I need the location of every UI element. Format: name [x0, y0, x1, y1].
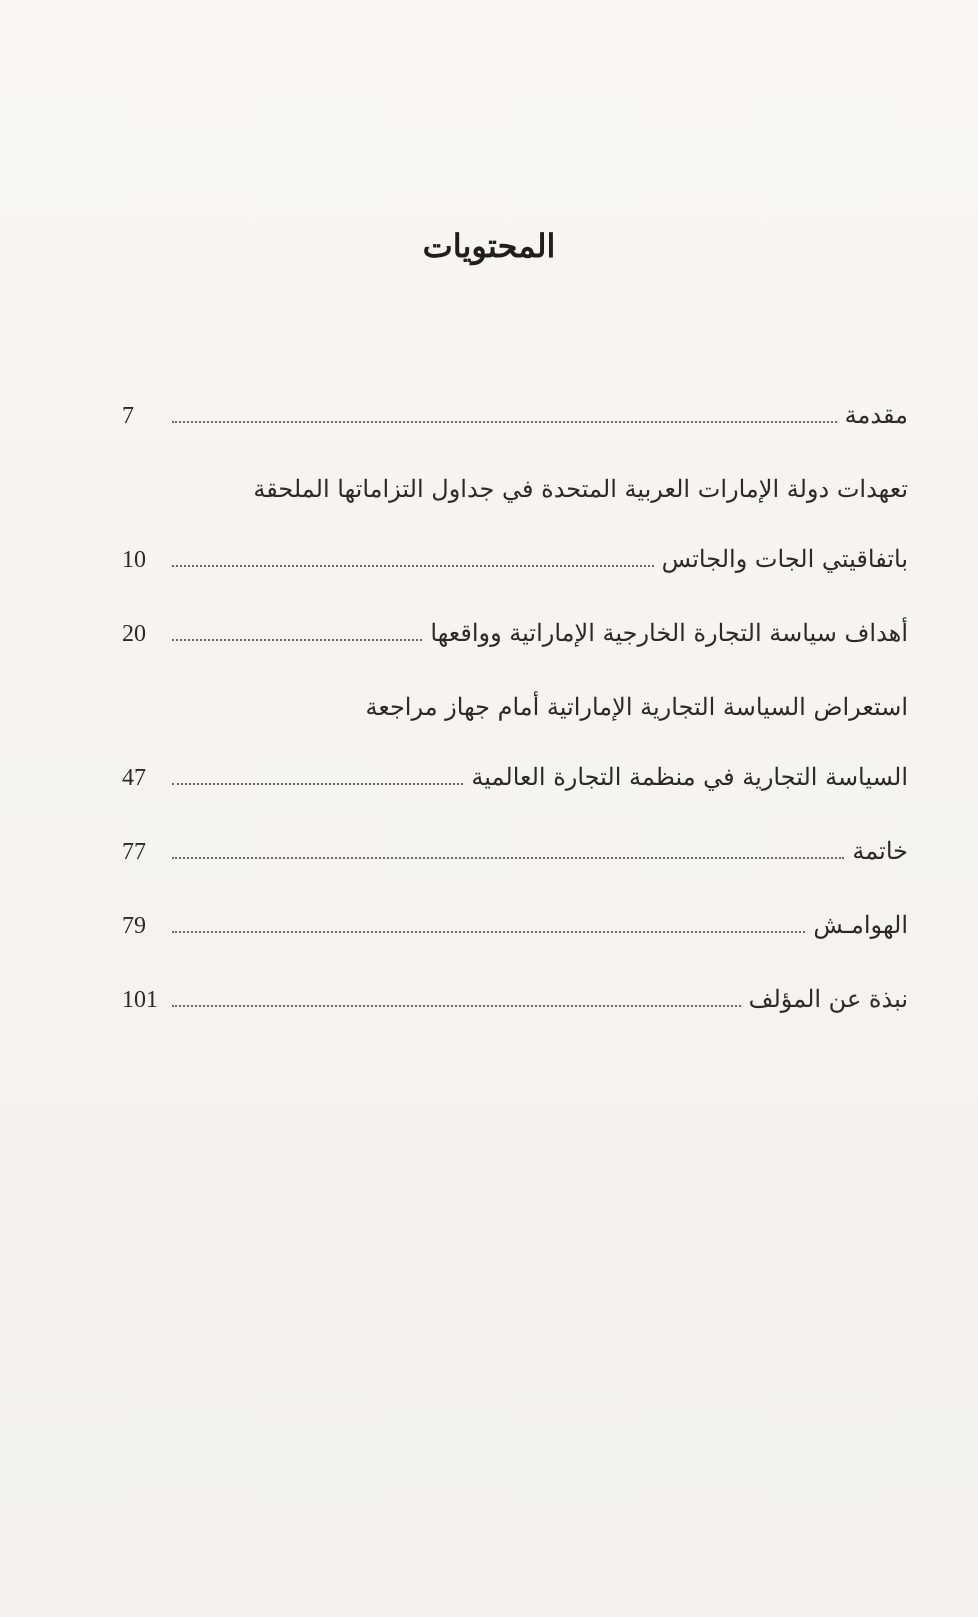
toc-entry: [122, 831, 908, 871]
toc-entry: [122, 687, 908, 797]
toc-entry-page: 101: [122, 987, 158, 1013]
dot-leader: [172, 757, 463, 785]
toc-entry: [122, 613, 908, 653]
toc-entry-title: أهداف سياسة التجارة الخارجية الإماراتية وواقعها: [430, 619, 908, 647]
toc-entry-title: خاتمة: [852, 837, 908, 865]
toc-entry: [122, 469, 908, 579]
table-of-contents: [122, 395, 908, 1019]
toc-entry: [122, 905, 908, 945]
dot-leader: [172, 831, 844, 859]
toc-entry-page: 79: [122, 913, 146, 939]
dot-leader: [172, 979, 741, 1007]
dot-leader: [172, 613, 422, 641]
toc-entry-title-line: استعراض السياسة التجارية الإماراتية أمام جهاز مراجعة: [365, 693, 908, 721]
toc-entry-title: نبذة عن المؤلف: [748, 985, 908, 1013]
toc-entry-title: السياسة التجارية في منظمة التجارة العالمية: [471, 763, 908, 791]
dot-leader: [172, 905, 805, 933]
toc-entry: [122, 395, 908, 435]
toc-entry-page: 10: [122, 547, 146, 573]
toc-entry-title-line: تعهدات دولة الإمارات العربية المتحدة في جداول التزاماتها الملحقة: [253, 475, 908, 503]
toc-entry-page: 7: [122, 403, 134, 429]
toc-entry: [122, 979, 908, 1019]
dot-leader: [172, 395, 837, 423]
toc-entry-page: 77: [122, 839, 146, 865]
toc-entry-page: 47: [122, 765, 146, 791]
toc-entry-title: مقدمة: [844, 401, 908, 429]
toc-entry-title: الهوامـش: [813, 911, 908, 939]
page-title: المحتويات: [422, 227, 556, 265]
dot-leader: [172, 539, 654, 567]
toc-entry-page: 20: [122, 621, 146, 647]
toc-entry-title: باتفاقيتي الجات والجاتس: [661, 545, 908, 573]
